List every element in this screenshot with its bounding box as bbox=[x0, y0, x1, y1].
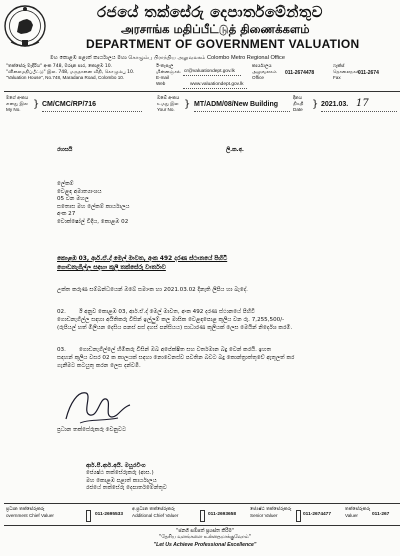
department-title-sinhala: රජයේ තක්සේරු දෙපාර්තමේන්තුව bbox=[97, 3, 323, 21]
footer-chief-valuer-phone: 011-2695533 bbox=[95, 512, 124, 517]
my-no-labels: මගේ අංකය எனது இல My No. bbox=[6, 96, 29, 112]
paragraph-03-cont: සඳහන් කුලිය වසර 02 ක කාලයක් සඳහා නොවෙනස්ව පවතින බවට බදු කොන්ත්‍රාත්තුවේ ඇතුලත් කර ගැනීමට කටයුතු කරන ලෙස දන්වමි. bbox=[57, 355, 295, 369]
my-no-separator: } bbox=[33, 99, 40, 110]
your-reference-number: MT/ADM/08/New Building bbox=[194, 101, 278, 108]
confidential-label: රහසයි bbox=[57, 147, 73, 153]
footer-bracket-3 bbox=[296, 510, 301, 522]
department-title-english: DEPARTMENT OF GOVERNMENT VALUATION bbox=[86, 37, 360, 51]
date-separator: } bbox=[312, 99, 319, 110]
department-motto: "ජනගී සම්පත් ප්‍රශස්ත කිරීම" "தேசிய வளங்களை உன்னதமாக்குவோம்" "Let Us Achieve Professional Excellence" bbox=[153, 529, 257, 548]
date-labels: දිනය திகதி Date bbox=[293, 96, 304, 112]
footer-senior-valuer-phone: 011-2674477 bbox=[303, 512, 332, 517]
footer-bracket-2 bbox=[200, 510, 205, 522]
date-dotted-line bbox=[321, 111, 397, 112]
office-phone: 011-2674478 bbox=[285, 70, 315, 76]
paragraph-02-cont: ගොඩනැගිල්ල සඳහා අයිතිකරු විසින් ඉල්ලුම් කල මාසික වෙළඳපොළ කුලිය වන රු. 7,255,500/- (රුපියල් හත් මිලියන දෙසිය පනස් පස් දහස් පන්සියය) සාධාරණ කුලියක් ලෙස මෙයින් නිර්දේශ කරමි. bbox=[57, 317, 293, 331]
letter-date: 2021.03. bbox=[321, 101, 349, 108]
paragraph-03: ගොඩනැගිල්ලේ හිමිකරු විසින් ඔබ අපේක්ෂිත සහ වර්තමාන බදු වෙන් කරයි. ඉහත bbox=[79, 347, 272, 353]
signature-prefix: ප්‍රධාන තක්සේරුකරු වෙනුවට bbox=[57, 427, 127, 433]
footer-valuer: තක්සේරුකරු Valuer bbox=[345, 507, 371, 518]
footer-divider-2 bbox=[4, 525, 400, 526]
department-title-tamil: அரசாங்க மதிப்பீட்டுத் திணைக்களம் bbox=[121, 22, 310, 36]
contact-labels: ඊ-තැපැල மின்னஞ்சல் E-mail Web bbox=[156, 64, 181, 86]
fax-labels: ෆැක්ස් தொலைநகல் Fax bbox=[333, 64, 360, 81]
handwritten-signature-icon bbox=[60, 383, 140, 428]
footer-bracket-1 bbox=[86, 510, 91, 522]
sri-lanka-emblem-icon bbox=[3, 2, 47, 52]
fax-number: 011-2674 bbox=[358, 70, 379, 76]
my-no-dotted-line bbox=[42, 111, 142, 112]
web-dotted-line bbox=[183, 88, 247, 89]
footer-valuer-phone: 011-267 bbox=[372, 512, 390, 517]
letter-subject: කොළඹ 03, ආර්.ඒ.ද් මෙල් මාවත, අංක 492 දරණ ස්ථානයේ පිහිටි ගොඩනැගිල්ල සඳහා කුලී තක්සේරු වාර්තාව bbox=[57, 256, 228, 271]
header-divider bbox=[4, 91, 400, 92]
your-no-separator: } bbox=[184, 99, 191, 110]
paragraph-number-03: 03. bbox=[57, 347, 66, 353]
web-value: www.valuationdept.gov.lk bbox=[190, 82, 244, 87]
footer-chief-valuer: ප්‍රධාන තක්සේරුකරු overnment Chief Valuer bbox=[6, 507, 54, 518]
intro-paragraph: උක්ත කරුණ සම්බන්ධයෙන් ඔබේ සමාංක හා 2021.03.02 දිනැති ලිපිය හා බැදේ. bbox=[57, 287, 248, 293]
paragraph-02: ඊ අනුව කොළඹ 03, ආර්.ඒ.ද් මෙල් මාවත, අංක 492 දරණ ස්ථානයේ පිහිටි bbox=[79, 309, 256, 315]
footer-divider bbox=[4, 503, 400, 504]
my-reference-number: CM/CMC/RP/716 bbox=[42, 101, 97, 108]
signatory-block: ආර්.පී.ආර්.අයි. මයූරවිංග ජ්‍යෙෂ්ඨ තක්සේරුකරු (ආස.) මහ කොළඹ පළාත් කාර්යාලය රජයේ තක්සේරු දෙපාර්තමේන්තුව bbox=[86, 463, 167, 492]
handwritten-day: 17 bbox=[356, 98, 369, 109]
recipient-address: ලේකම් වෙළඳ අමාත්‍යාංශය 05 වන මහල සතොස මහ ලේකම් කාර්යාලය අංක 27 වොක්ෂෝල් වීදිය, කොළඹ 02 bbox=[57, 181, 130, 225]
email-value: cr@valuationdept.gov.lk bbox=[184, 69, 235, 74]
footer-additional-chief-valuer: අ.ප්‍රධාන තක්සේරුකරු Additional Chief Valuer bbox=[132, 507, 179, 518]
your-no-dotted-line bbox=[194, 111, 290, 112]
footer-additional-chief-valuer-phone: 011-2693658 bbox=[208, 512, 237, 517]
office-address: "තක්සේරු මැදිරිය" අංක 748, මරදාන පාර, කොළඹ 10. "விலைமதிப்பீட்டு" இல. 748, மருதானை வீதி, கொழும்பு 10. "Valuation House", No.748, Maradana Road, Colombo 10. bbox=[6, 64, 135, 81]
your-no-labels: ඔබේ අංකය உமது இல Your No. bbox=[157, 96, 180, 112]
registered-post-label: ලි.ක.අ. bbox=[226, 147, 244, 153]
office-labels: කාර්යාලය அலுவலகம் Office bbox=[252, 64, 277, 81]
paragraph-number-02: 02. bbox=[57, 309, 66, 315]
regional-office-line: මහ කොළඹ පළාත් කාර්යාලය මහා கொழும்பு பிராந்திய அலுவலகம் Colombo Metro Regional Office bbox=[50, 55, 285, 61]
email-dotted-line bbox=[183, 75, 241, 76]
footer-senior-valuer: ජ්‍යෙෂ්ඨ තක්සේරුකරු Senior Valuer bbox=[250, 507, 292, 518]
